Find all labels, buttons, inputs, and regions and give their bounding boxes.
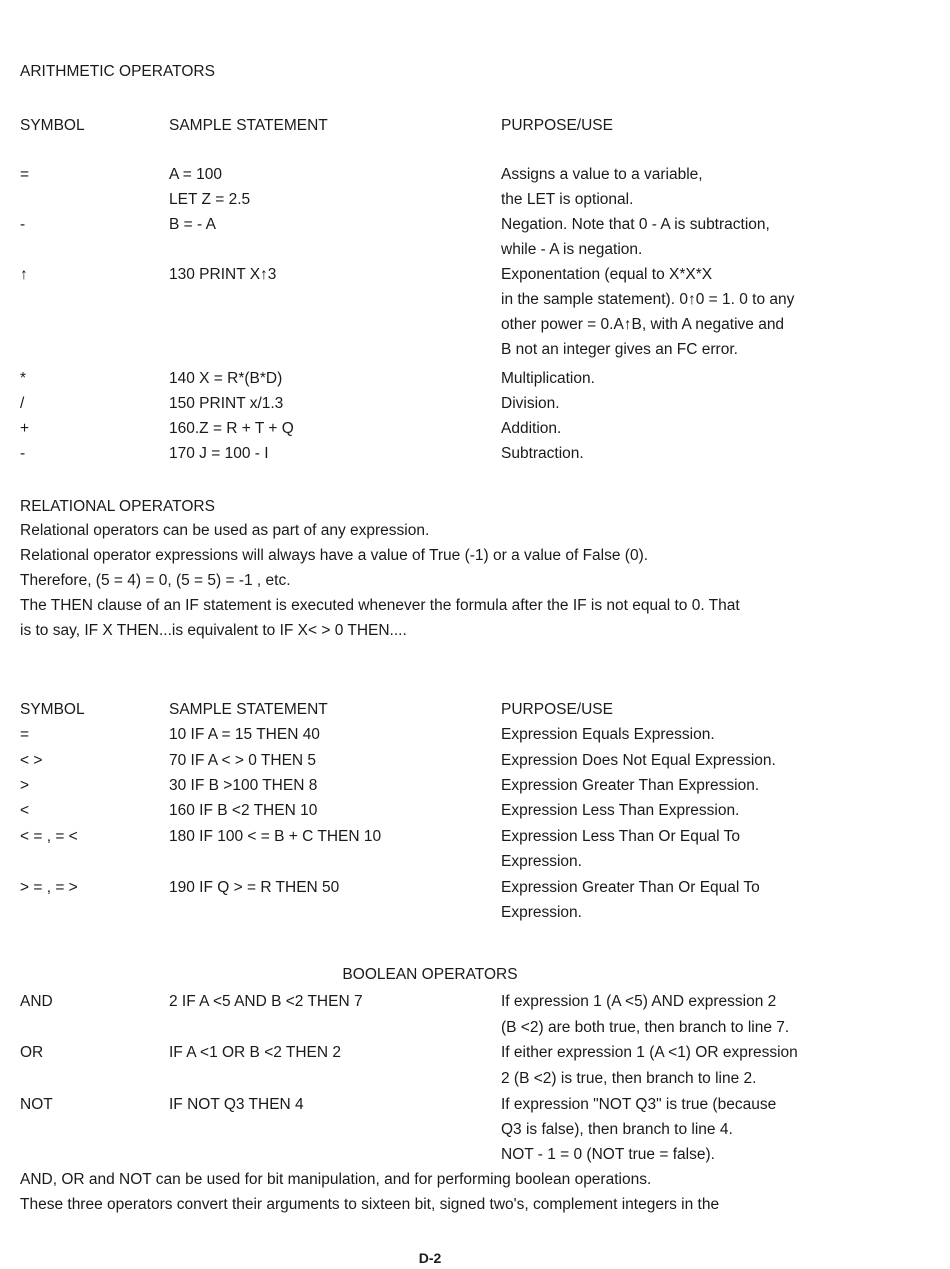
boolean-purpose: If either expression 1 (A <1) OR expression [501,1044,798,1061]
arith-symbol: + [20,420,30,437]
arith-symbol: - [20,445,26,462]
relational-header-symbol: SYMBOL [20,701,85,718]
relational-purpose: Expression Greater Than Or Equal To [501,879,760,896]
relational-sample: 10 IF A = 15 THEN 40 [169,726,320,743]
boolean-title: BOOLEAN OPERATORS [342,966,518,983]
relational-sample: 160 IF B <2 THEN 10 [169,802,318,819]
relational-sample: 30 IF B >100 THEN 8 [169,777,318,794]
arith-purpose: Exponentation (equal to X*X*X [501,266,713,283]
boolean-sample: IF A <1 OR B <2 THEN 2 [169,1044,342,1061]
relational-sample: 190 IF Q > = R THEN 50 [169,879,340,896]
arith-symbol: - [20,216,26,233]
relational-purpose: Expression. [501,904,582,921]
relational-symbol: > = , = > [20,879,78,896]
boolean-sample: 2 IF A <5 AND B <2 THEN 7 [169,993,363,1010]
relational-symbol: = [20,726,30,743]
arith-sample: 140 X = R*(B*D) [169,370,283,387]
relational-purpose: Expression Less Than Or Equal To [501,828,740,845]
relational-paragraph-line: is to say, IF X THEN...is equivalent to IF X< > 0 THEN.... [20,622,407,639]
arith-purpose: Subtraction. [501,445,584,462]
arith-header-symbol: SYMBOL [20,117,85,134]
boolean-paragraph-line: These three operators convert their arguments to sixteen bit, signed two's, complement integers in the [20,1196,720,1213]
arith-purpose: B not an integer gives an FC error. [501,341,738,358]
arith-purpose: the LET is optional. [501,191,634,208]
arith-symbol: = [20,166,30,183]
boolean-purpose: Q3 is false), then branch to line 4. [501,1121,733,1138]
relational-symbol: < = , = < [20,828,78,845]
arith-purpose: other power = 0.A↑B, with A negative and [501,316,785,333]
arith-sample: 130 PRINT X↑3 [169,266,277,283]
relational-header-purpose: PURPOSE/USE [501,701,613,718]
relational-header-sample: SAMPLE STATEMENT [169,701,328,718]
relational-sample: 70 IF A < > 0 THEN 5 [169,752,317,769]
arith-symbol: * [20,370,27,387]
boolean-symbol: AND [20,993,53,1010]
arith-purpose: Negation. Note that 0 - A is subtraction, [501,216,770,233]
arith-purpose: Assigns a value to a variable, [501,166,703,183]
relational-paragraph-line: Relational operators can be used as part of any expression. [20,522,430,539]
arith-header-purpose: PURPOSE/USE [501,117,613,134]
arith-sample: 170 J = 100 - I [169,445,269,462]
arith-purpose: Addition. [501,420,562,437]
arith-sample: LET Z = 2.5 [169,191,251,208]
arith-sample: A = 100 [169,166,223,183]
arith-symbol: / [20,395,25,412]
boolean-symbol: NOT [20,1096,53,1113]
relational-purpose: Expression Less Than Expression. [501,802,740,819]
relational-paragraph-line: The THEN clause of an IF statement is executed whenever the formula after the IF is not equal to 0. That [20,597,740,614]
relational-symbol: < [20,802,30,819]
relational-paragraph-line: Relational operator expressions will always have a value of True (-1) or a value of False (0). [20,547,649,564]
relational-symbol: > [20,777,30,794]
boolean-purpose: 2 (B <2) is true, then branch to line 2. [501,1070,757,1087]
relational-title: RELATIONAL OPERATORS [20,498,215,515]
relational-purpose: Expression Equals Expression. [501,726,715,743]
relational-paragraph-line: Therefore, (5 = 4) = 0, (5 = 5) = -1 , etc. [20,572,291,589]
arith-symbol: ↑ [20,266,28,283]
arith-title: ARITHMETIC OPERATORS [20,63,215,80]
boolean-sample: IF NOT Q3 THEN 4 [169,1096,304,1113]
arith-sample: 150 PRINT x/1.3 [169,395,284,412]
arith-purpose: while - A is negation. [501,241,643,258]
relational-purpose: Expression Greater Than Expression. [501,777,760,794]
boolean-purpose: If expression "NOT Q3" is true (because [501,1096,777,1113]
arith-purpose: Multiplication. [501,370,595,387]
arith-sample: 160.Z = R + T + Q [169,420,294,437]
arith-purpose: Division. [501,395,560,412]
boolean-purpose: (B <2) are both true, then branch to line 7. [501,1019,790,1036]
arith-sample: B = - A [169,216,216,233]
relational-purpose: Expression. [501,853,582,870]
boolean-paragraph-line: AND, OR and NOT can be used for bit manipulation, and for performing boolean operations. [20,1171,652,1188]
arith-purpose: in the sample statement). 0↑0 = 1. 0 to any [501,291,795,308]
page-number: D-2 [418,1250,442,1266]
boolean-purpose: If expression 1 (A <5) AND expression 2 [501,993,777,1010]
relational-sample: 180 IF 100 < = B + C THEN 10 [169,828,382,845]
relational-symbol: < > [20,752,43,769]
boolean-purpose: NOT - 1 = 0 (NOT true = false). [501,1146,715,1163]
boolean-symbol: OR [20,1044,44,1061]
arith-header-sample: SAMPLE STATEMENT [169,117,328,134]
relational-purpose: Expression Does Not Equal Expression. [501,752,776,769]
